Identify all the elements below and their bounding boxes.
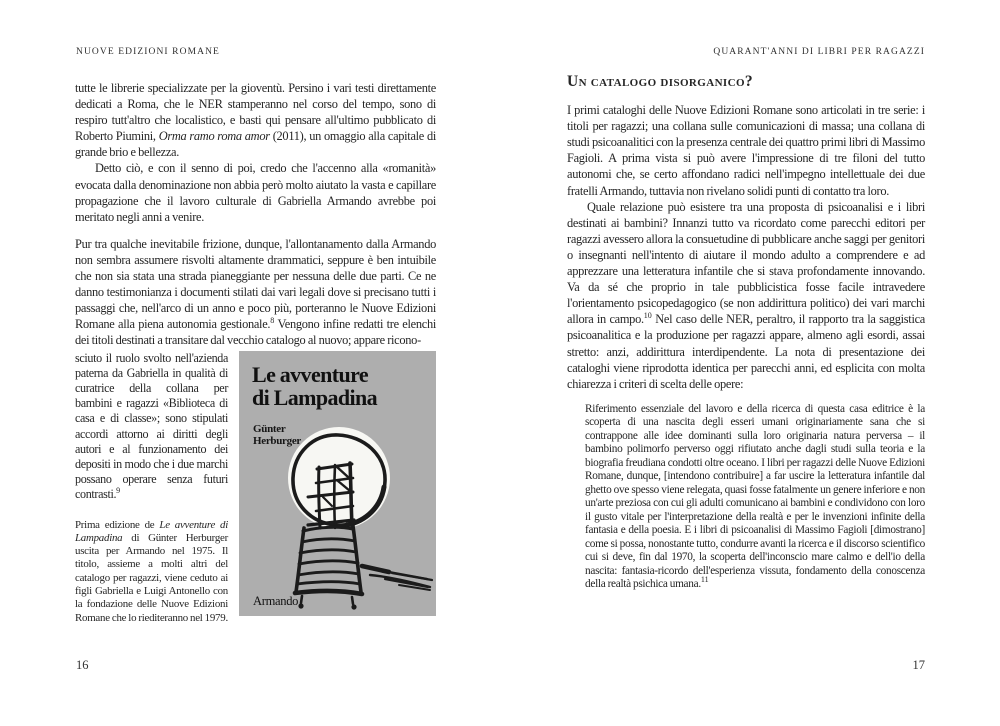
narrow-column: [75, 351, 228, 625]
book-cover-image: [239, 351, 436, 616]
paragraph: I primi cataloghi delle Nuove Edizioni Romane sono articolati in tre serie: i titoli per ragazzi; una collana sulle comunicazioni di massa; una collana di studi psicoanalitici con la presenza centrale dei quattro primi libri di Massimo Fagioli. A prima vista si può avere l'impressione di tre filoni del tutto autonomi che, se certo affondano radici nell'impegno intellettuale dei due fratelli Armando, tuttavia non rivelano solidi punti di contatto tra loro.: [567, 103, 926, 198]
cover-author: [253, 423, 301, 449]
catalog-presentation-quote: Riferimento essenziale del lavoro e della ricerca di questa casa editrice è la scoperta di una nascita degli esseri umani originariamente sana che si contrappone alle idee dominanti sulla loro originaria natura perversa – il bambino polimorfo perverso oggi rifiutato anche dagli studi sulla teoria e la biografia freudiana condotti oltre oceano. I libri per ragazzi delle Nuove Edizioni Romane, dunque, [intendono contribuire] a far uscire la letteratura infantile dal ghetto ove spesso viene relegata, quasi fosse fatalmente un genere inferiore e non un'arte preziosa con cui gli adulti comunicano ai bambini e condividono con loro il gusto vitale per l'interpretazione della realtà e per le invenzioni infinite della fantasia e della poesia. E i libri di psicoanalisi di Massimo Fagioli [dimostrano] come si possa, nonostante tutto, condurre avanti la ricerca e il discorso scientifico cui si deve, fin dal 1970, la scoperta dell'inconscio mare calmo e dell'io della nascita: fantasia-ricordo dell'esperienza vissuta, fondamento della conoscenza della realtà psichica umana.$^{11}$: [585, 402, 925, 591]
paragraph: Pur tra qualche inevitabile frizione, dunque, l'allontanamento dalla Armando non sembra assumere risvolti altamente drammatici, seppure è ben intuibile che non sia stata una strada pianeggiante per nessuna delle due parti. Ce ne danno testimonianza i documenti stilati dai vari legali dove si precisano tutti i passaggi che, nell'arco di un anno e poco più, porteranno le Nuove Edizioni Romane alla piena autonomia gestionale.$^8$ Vengono infine redatti tre elenchi dei titoli destinati a transitare dal vecchio catalogo al nuovo; appare ricono-: [75, 236, 436, 348]
paragraph-wrapped: sciuto il ruolo svolto nell'azienda paterna da Gabriella in qualità di curatrice della collana per bambini e ragazzi «Biblioteca di casa e di classe»; sono stipulati accordi attorno ai diritti degli autori e al funzionamento dei depositi in modo che i due marchi possano operare senza futuri contrasti.$^9$: [75, 350, 228, 502]
image-caption: Prima edizione de Le avventure di Lampadina di Günter Herburger uscita per Armando nel 1975. Il titolo, assieme a molti altri del catalogo per ragazzi, viene ceduto ai figli Gabriella e Luigi Antonello con la fondazione delle Nuove Edizioni Romane che lo riediteranno nel 1979.: [75, 518, 228, 624]
cover-author-line1: Günter: [253, 422, 286, 435]
page-number-right: 17: [912, 658, 925, 672]
text-image-wrap: [75, 351, 436, 625]
left-page-body: [75, 80, 436, 625]
cover-title-line1: Le avventure: [252, 361, 369, 387]
right-page-body: [567, 74, 925, 592]
paragraph: Quale relazione può esistere tra una proposta di psicoanalisi e i libri destinati ai bambini? Innanzi tutto va ricordato come parecchi editori per ragazzi avessero allora la consuetudine di pubblicare anche saggi per genitori o insegnanti nell'intento di aiutare il mondo adulto a comprendere e ad apprezzare una letteratura infantile che si stava profondamente innovando. Va da sé che proprio in tale pubblicistica fosse facile intravedere l'orientamento psicopedagogico (se non addirittura politico) dei vari marchi allora in campo.$^{10}$ Nel caso delle NER, peraltro, il rapporto tra la saggistica psicoanalitica e la produzione per ragazzi appare, almeno agli esordi, assai stretto: anzi, addirittura interdipendente. La nota di presentazione dei cataloghi viene riprodotta identica per parecchi anni, ed esplicita con molta chiarezza i criteri di scelta delle opere:: [567, 199, 925, 391]
page-number-left: 16: [76, 658, 89, 672]
cover-publisher: Armando: [253, 594, 299, 609]
section-title: Un catalogo disorganico?: [567, 73, 754, 90]
running-header-right: QUARANT'ANNI DI LIBRI PER RAGAZZI: [713, 47, 925, 57]
paragraph-continued: tutte le librerie specializzate per la gioventù. Persino i vari testi direttamente dedicati a Roma, che le NER stamperanno nel corso del tempo, sono di respiro tutt'altro che localistico, e basti qui pensare all'ultimo pubblicato di Roberto Piumini, Orma ramo roma amor (2011), un omaggio alla capitale di grande brio e bellezza.: [75, 81, 436, 160]
paragraph: Detto ciò, e con il senno di poi, credo che l'accenno alla «romanità» evocata dalla denominazione non abbia però molto aiutato la vasta e capillare propagazione che il lavoro culturale di Gabriella Armando avrebbe poi meritato negli anni a venire.: [75, 161, 436, 224]
cover-title: [252, 363, 430, 410]
running-header-left: NUOVE EDIZIONI ROMANE: [76, 47, 220, 57]
cover-title-line2: di Lampadina: [252, 384, 378, 410]
cover-author-line2: Herburger: [253, 435, 302, 448]
